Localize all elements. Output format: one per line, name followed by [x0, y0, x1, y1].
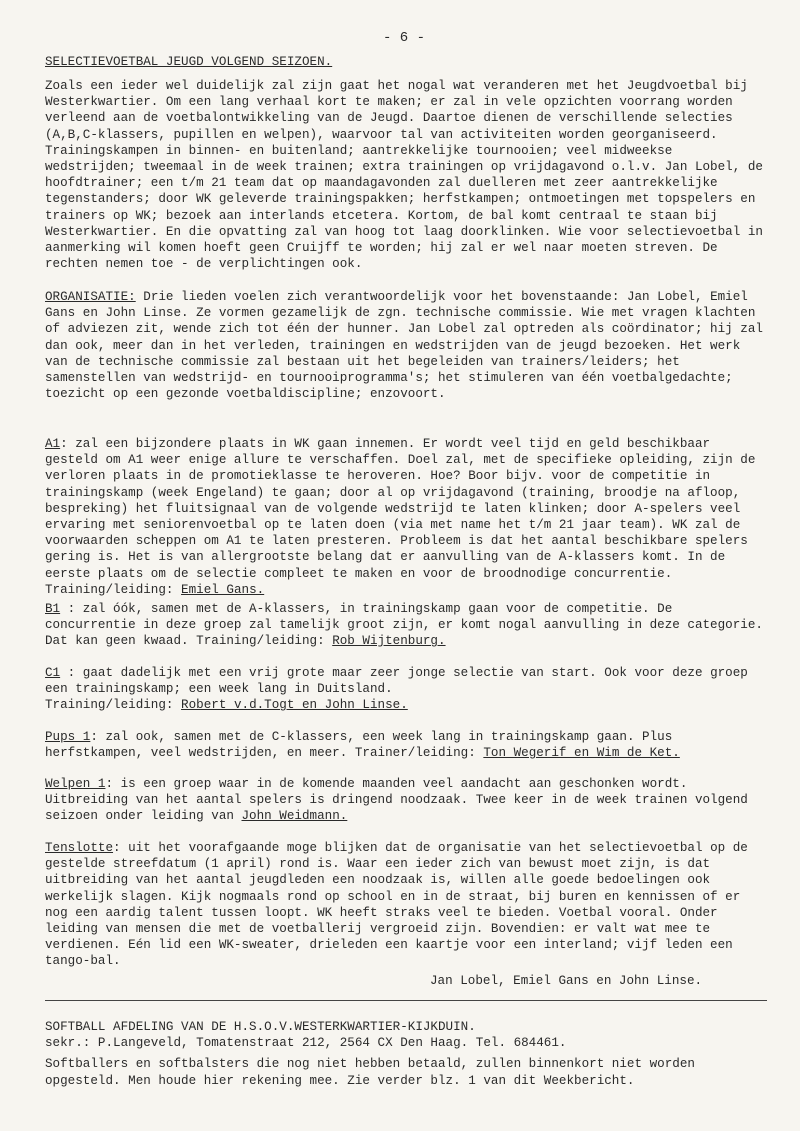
softball-text: Softballers en softbalsters die nog niet hebben betaald, zullen binnenkort niet worden opgesteld. Men houde hier rekening mee. Zie verder blz. 1 van dit Weekbericht.: [45, 1057, 695, 1088]
pups-paragraph: [45, 729, 770, 761]
signature: Jan Lobel, Emiel Gans en John Linse.: [430, 974, 703, 988]
pups-label: Pups 1: [45, 730, 91, 744]
b1-text: : zal óók, samen met de A-klassers, in trainingskamp gaan voor de competitie. De concurrentie in deze groep zal tamelijk groot zijn, er komt nogal aanvulling in deze categorie. Dat kan geen kwaad. Training/leiding:: [45, 602, 763, 649]
b1-leader: Rob Wijtenburg.: [332, 634, 446, 649]
organisatie-label: ORGANISATIE:: [45, 290, 136, 304]
section-title: SELECTIEVOETBAL JEUGD VOLGEND SEIZOEN.: [45, 55, 333, 69]
b1-label: B1: [45, 602, 61, 616]
welpen-paragraph: [45, 776, 770, 825]
organisatie-text: Drie lieden voelen zich verantwoordelijk voor het bovenstaande: Jan Lobel, Emiel Gans en John Linse. Ze vormen gezamelijk de zgn. technische commissie. Wie met vragen klachten of adviezen zit, wende zich tot één der hunner. Jan Lobel zal optreden als coördinator; hij zal dan ook, meer dan in het verleden, trainingen en wedstrijden van de jeugd bezoeken. Het werk van de technische commissie zal bestaan uit het begeleiden van trainers/leiders; het samenstellen van wedstrijd- en tournooiprogramma's; het stimuleren van één voetbalgedachte; toezicht op een gezonde voetbaldiscipline; enzovoort.: [45, 290, 763, 402]
c1-leader: Robert v.d.Togt en John Linse.: [181, 698, 408, 713]
softball-heading: SOFTBALL AFDELING VAN DE H.S.O.V.WESTERKWARTIER-KIJKDUIN.: [45, 1020, 476, 1034]
c1-line2: Training/leiding:: [45, 698, 182, 713]
c1-label: C1: [45, 666, 61, 680]
c1-text: : gaat dadelijk met een vrij grote maar zeer jonge selectie van start. Ook voor deze groep een trainingskamp; een week lang in Duitsland.: [45, 666, 748, 697]
softball-secretary: sekr.: P.Langeveld, Tomatenstraat 212, 2564 CX Den Haag. Tel. 684461.: [45, 1036, 567, 1051]
softball-section: [45, 1019, 770, 1089]
c1-paragraph: [45, 665, 770, 714]
organisatie-paragraph: [45, 289, 770, 402]
intro-text: Zoals een ieder wel duidelijk zal zijn gaat het nogal wat veranderen met het Jeugdvoetbal bij Westerkwartier. Om een lang verhaal kort te maken; er zal in vele opzichten voorrang worden verleend aan de voetbalontwikkeling van de Jeugd. Daartoe dienen de verschillende selecties (A,B,C-klassers, pupillen en welpen), waarvoor tal van activiteiten worden georganiseerd. Trainingskampen in binnen- en buitenland; aantrekkelijke tournooien; veel midweekse wedstrijden; tweemaal in de week trainen; extra trainingen op vrijdagavond o.l.v. Jan Lobel, de hoofdtrainer; een t/m 21 team dat op maandagavonden zal duelleren met zeer aantrekkelijke tegenstanders; door WK geleverde trainingspakken; herfstkampen; ontmoetingen met topspelers en trainers op WK; bezoek aan interlands etcetera. Kortom, de bal komt centraal te staan bij Westerkwartier. En die opvatting zal van hoog tot laag doorklinken. Wie voor selectievoetbal in aanmerking wil komen hoeft geen Cruijff te worden; hij zal er wel naar moeten streven. De rechten nemen toe - de verplichtingen ook.: [45, 79, 763, 272]
welpen-leader: John Weidmann.: [241, 809, 348, 824]
welpen-text: : is een groep waar in de komende maanden veel aandacht aan geschonken wordt. Uitbreiding van het aantal spelers is dringend noodzaak. Twee keer in de week trainen volgend seizoen onder leiding van: [45, 777, 748, 824]
intro-paragraph: [45, 78, 770, 272]
a1-leader: Emiel Gans.: [181, 582, 265, 597]
a1-text: : zal een bijzondere plaats in WK gaan innemen. Er wordt veel tijd en geld beschikbaar gesteld om A1 weer enige allure te verschaffen. Doel zal, met de specifieke opleiding, zijn de verloren plaats in de promotieklasse te heroveren. Hoe? Boor bijv. voor de competitie in trainingskamp (week Engeland) te gaan; door al op vrijdagavond (training, broodje na afloop, bespreking) het fluitsignaal van de volgende wedstrijd te laten klinken; door A-spelers veel ervaring met seniorenvoetbal op te laten doen (via met name het t/m 21 jaar team). WK zal de voorwaarden scheppen om A1 te laten presteren. Probleem is dat het aantal beschikbare spelers gering is. Het is van allergrootste belang dat er aanvulling van de A-klassers komt. In de eerste plaats om de selectie compleet te maken en voor de broodnodige concurrentie. Training/leiding:: [45, 437, 756, 597]
b1-paragraph: [45, 601, 770, 650]
tenslotte-paragraph: [45, 840, 770, 970]
divider-line: [45, 1000, 767, 1001]
pups-text: : zal ook, samen met de C-klassers, een week lang in trainingskamp gaan. Plus herfstkampen, veel wedstrijden, en meer. Trainer/leiding:: [45, 730, 673, 761]
pups-leader: Ton Wegerif en Wim de Ket.: [483, 746, 680, 761]
tenslotte-text: : uit het voorafgaande moge blijken dat de organisatie van het selectievoetbal op de gestelde streefdatum (1 april) rond is. Waar een ieder zich van bewust moet zijn, is dat uitbreiding van het aantal jeugdleden een noodzaak is, willen alle goede bedoelingen ook werkelijk slagen. Kijk nogmaals rond op school en in de straat, bij buren en kennissen of er nog een aardig talent tussen loopt. WK heeft straks veel te bieden. Voetbal vooral. Onder leiding van mensen die met de voetballerij vergroeid zijn. Bovendien: er valt wat mee te verdienen. Eén lid een WK-sweater, drieleden een kaartje voor een interland; vijf leden een tango-bal.: [45, 841, 748, 969]
tenslotte-label: Tenslotte: [45, 841, 114, 855]
a1-label: A1: [45, 437, 61, 451]
welpen-label: Welpen 1: [45, 777, 106, 791]
page-number: - 6 -: [383, 30, 426, 46]
a1-paragraph: [45, 436, 770, 598]
